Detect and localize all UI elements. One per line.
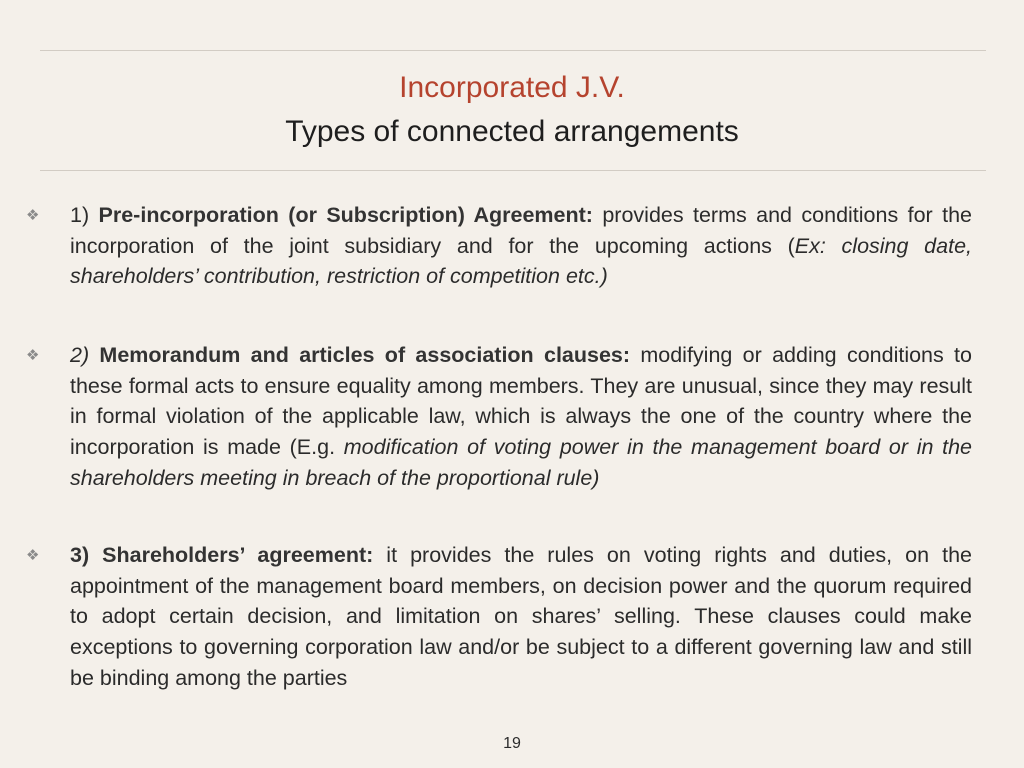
fleur-bullet-icon: ❖ <box>26 547 40 564</box>
bullet-example: Ex: closing date, shareholders’ contribution, restriction of competition etc. <box>70 233 973 289</box>
bullet-heading: 3) Shareholders’ agreement: <box>70 543 374 567</box>
bullet-body: modifying or adding conditions to these formal acts to ensure equality among members. They are unusual, since they may result in formal violation of the applicable law, which is always the one of the country where the incorporation is made (E.g. <box>70 343 972 460</box>
bullet-body: provides terms and conditions for the incorporation of the joint subsidiary and for the upcoming actions ( <box>70 203 972 258</box>
slide-title: Incorporated J.V. <box>399 71 625 104</box>
bullet-body: it provides the rules on voting rights and duties, on the appointment of the management board members, on decision power and the quorum required to adopt certain decision, and limitation on shares’ selling. These clauses could make exceptions to governing corporation law and/or be subject to a different governing law and still be binding among the parties <box>70 543 972 690</box>
fleur-bullet-icon: ❖ <box>26 347 40 364</box>
slide-subtitle: Types of connected arrangements <box>285 115 739 148</box>
bullet-text <box>70 540 972 694</box>
bullet-text <box>70 200 972 292</box>
fleur-bullet-icon: ❖ <box>26 207 40 224</box>
bullet-text <box>70 340 972 494</box>
bullet-example: modification of voting power in the management board or in the shareholders meeting in breach of the proportional rule <box>70 435 972 490</box>
bullet-number: 1) <box>70 203 99 227</box>
header-divider <box>40 170 986 171</box>
bullet-number: 2) <box>70 343 100 367</box>
top-divider <box>40 50 986 51</box>
bullet-heading: Memorandum and articles of association clauses: <box>99 343 631 367</box>
bullet-close: ) <box>600 264 608 289</box>
page-number: 19 <box>503 735 521 752</box>
bullet-close: ) <box>592 465 600 490</box>
bullet-heading: Pre-incorporation (or Subscription) Agreement: <box>98 203 593 227</box>
